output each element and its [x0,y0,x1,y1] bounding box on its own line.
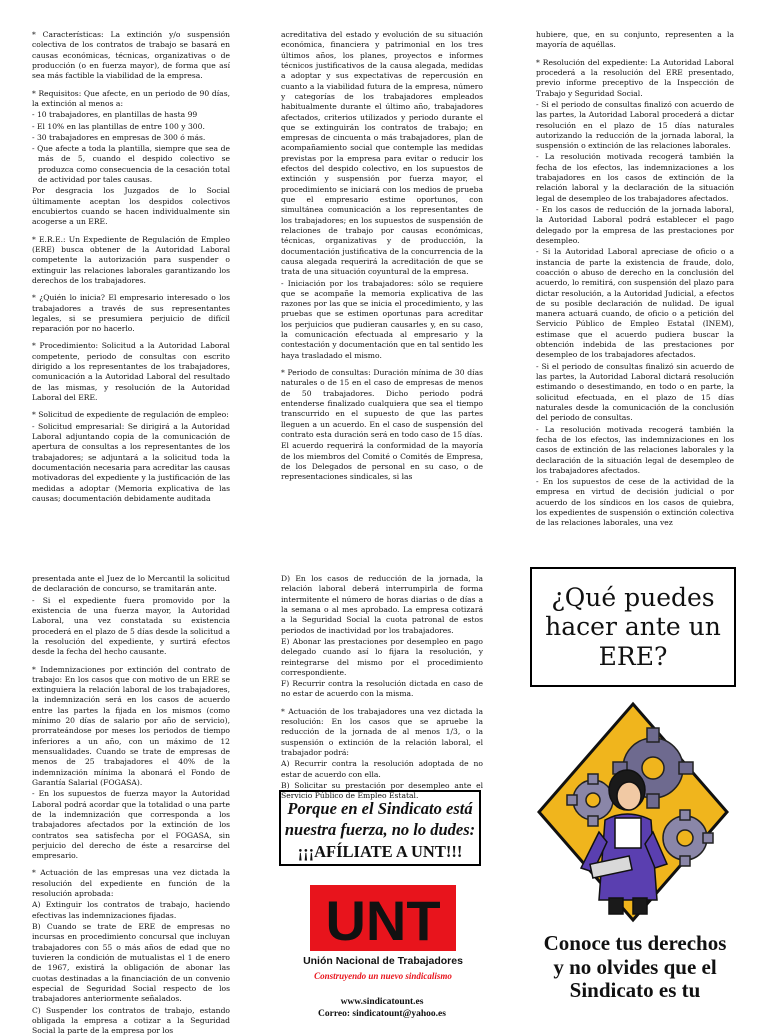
paragraph: B) Cuando se trate de ERE de empresas no incursas en procedimiento concursal que incluyan trabajadores con 55 o más años de edad que no tuvieren la condición de mutualistas el 1 de enero de 1967, existirá la obligación de abonar las cuotas destinadas a la financiación de un convenio especial de Seguridad Social respecto de los trabajadores anteriormente señalados. [32,922,230,1005]
paragraph: * Actuación de los trabajadores una vez dictada la resolución: En los casos que se apruebe la reducción de la jornada de al menos 1/3, o la suspensión o extinción de la relación laboral, el trabajador podrá: [281,707,483,759]
paragraph: Por desgracia los Juzgados de lo Social últimamente aceptan los despidos colectivos encubiertos cuando se hacen individualmente sin acogerse a un ERE. [32,186,230,227]
paragraph: * ¿Quién lo inicia? El empresario interesado o los trabajadores a través de sus representantes legales, si se presumiera perjuicio de difícil reparación por no hacerlo. [32,293,230,334]
paragraph: - En los casos de reducción de la jornada laboral, la Autoridad Laboral podrá establecer el pago delegado por la empresa de las prestaciones por desempleo. [536,205,734,246]
title-box [530,567,736,687]
paragraph: * Periodo de consultas: Duración mínima de 30 días naturales o de 15 en el caso de empresas de menos de 50 trabajadores. Dicho periodo podrá entenderse finalizado cualquiera que sea el tiempo transcurrido en el supuesto de que las partes lleguen a un acuerdo. En el caso de suspensión del contrato esta duración será en todo caso de 15 días. [281,368,483,440]
column-5 [281,574,483,784]
paragraph: - El 10% en las plantillas de entre 100 y 300. [32,122,230,132]
paragraph: presentada ante el Juez de lo Mercantil la solicitud de declaración de concurso, se tramitarán ante. [32,574,230,595]
paragraph: * Solicitud de expediente de regulación de empleo: [32,410,230,420]
worker-gears-illustration [535,700,731,926]
website-link[interactable]: www.sindicatount.es [281,997,483,1009]
paragraph: - En los supuestos de fuerza mayor la Autoridad Laboral podrá acordar que la totalidad o una parte de la indemnización que corresponda a los trabajadores afectados por la extinción de los contratos sea satisfecha por el FOGASA, sin perjuicio del derecho de éste a resarcirse del empresario. [32,789,230,861]
paragraph: - La resolución motivada recogerá también la fecha de los efectos, las indemnizaciones en los casos de extinción de las relaciones laborales y la declaración de la situación legal de desempleo de los trabajadores afectados. [536,425,734,477]
paragraph: - 30 trabajadores en empresas de 300 ó más. [32,133,230,143]
title-text: ¿Qué puedes hacer ante un ERE? [532,583,734,671]
paragraph: * Características: La extinción y/o suspensión colectiva de los contratos de trabajo se basará en causas económicas, técnicas, organizativas o de producción (o en fuerza mayor), de forma que así sea más factible la viabilidad de la empresa. [32,30,230,82]
paragraph: E) Abonar las prestaciones por desempleo en pago delegado cuando así lo fijara la resolución, y reintegrarse del mismo por el procedimiento correspondiente. [281,637,483,678]
paragraph: F) Recurrir contra la resolución dictada en caso de no estar de acuerdo con la misma. [281,679,483,700]
paragraph: - Solicitud empresarial: Se dirigirá a la Autoridad Laboral adjuntando copia de la comunicación de apertura de consultas a los representantes de los trabajadores; se adjuntará a la solicitud toda la documentación necesaria para acreditar las causas motivadoras del expediente y la justificación de las medidas a adoptar (Memoria explicativa de las causas; documentación debidamente auditada [32,422,230,505]
join-box [279,790,481,866]
paragraph: - Que afecte a toda la plantilla, siempre que sea de más de 5, cuando el despido colectivo se produzca como consecuencia de la cesación total de actividad por tales causas. [32,144,230,185]
paragraph: - La resolución motivada recogerá también la fecha de los efectos, las indemnizaciones a los trabajadores en los casos de extinción de la relación laboral y la declaración de la situación legal de desempleo de los trabajadores afectados. [536,152,734,204]
logo-name: Unión Nacional de Trabajadores [303,955,463,967]
paragraph: - 10 trabajadores, en plantillas de hasta 99 [32,110,230,120]
paragraph: A) Recurrir contra la resolución adoptada de no estar de acuerdo con ella. [281,759,483,780]
closing-message: Conoce tus derechos y no olvides que el Sindicato es tu [540,932,730,1024]
paragraph: B) Solicitar su prestación por desempleo ante el Servicio Público de Empleo Estatal. [281,781,483,802]
paragraph: * Resolución del expediente: La Autoridad Laboral procederá a la resolución del ERE presentado, previo informe preceptivo de la Inspección de Trabajo y Seguridad Social. [536,58,734,99]
paragraph: - Si la Autoridad Laboral apreciase de oficio o a instancia de parte la existencia de fraude, dolo, coacción o abuso de derecho en la conclusión del acuerdo, lo remitirá, con suspensión del plazo para dictar resolución, a la Autoridad Judicial, a efectos de su posible declaración de nulidad. De igual manera actuará cuando, de oficio o a petición del Servicio Público de Empleo Estatal (INEM), estimase que el acuerdo pudiera buscar la obtención indebida de las prestaciones por desempleo de los trabajadores afectados. [536,247,734,360]
paragraph: D) En los casos de reducción de la jornada, la relación laboral deberá interrumpirla de forma intermitente el número de horas diarias o de días a la semana o al mes aprobado. La empresa cotizará a la Seguridad Social la cuota patronal de estos periodos de inactividad por los trabajadores. [281,574,483,636]
paragraph: El acuerdo requerirá la conformidad de la mayoría de los miembros del Comité o Comités de Empresa, de los Delegados de personal en su caso, o de representaciones sindicales, si las [281,441,483,482]
paragraph: * Actuación de las empresas una vez dictada la resolución del expediente en función de la resolución aprobada: [32,868,230,899]
paragraph: * Indemnizaciones por extinción del contrato de trabajo: En los casos que con motivo de un ERE se extinguiera la relación laboral de los trabajadores, la indemnización será en los casos de acuerdo entre las partes la fijada en los mismos (como mínimo 20 días de salario por año de servicio), prorrateándose por meses los periodos de tiempo inferiores a un año, con un máximo de 12 mensualidades. Cuando se trate de empresas de menos de 25 trabajadores el 40% de la indemnización mínima la abonará el Fondo de Garantía Salarial (FOGASA). [32,665,230,789]
paragraph: A) Extinguir los contratos de trabajo, haciendo efectivas las indemnizaciones fijadas. [32,900,230,921]
join-line-1: Porque en el Sindicato está [281,798,479,819]
paragraph: - Si el expediente fuera promovido por la existencia de una fuerza mayor, la Autoridad Laboral, una vez constatada su existencia procederá en el plazo de 5 días desde la solicitud a la resolución del expediente, y surtirá efectos desde la fecha del hecho causante. [32,596,230,658]
unt-logo [305,882,461,990]
column-4 [32,574,230,1024]
paragraph: * Requisitos: Que afecte, en un periodo de 90 días, la extinción al menos a: [32,89,230,110]
paragraph: * E.R.E.: Un Expediente de Regulación de Empleo (ERE) busca obtener de la Autoridad Laboral competente la autorización para suspender o extinguir las relaciones laborales garantizando los derechos de los trabajadores. [32,235,230,287]
logo-slogan: Construyendo un nuevo sindicalismo [314,971,452,981]
join-line-2: nuestra fuerza, no lo dudes: [281,819,479,840]
column-2 [281,30,483,500]
column-3 [536,30,734,512]
paragraph: - En los supuestos de cese de la actividad de la empresa en virtud de decisión judicial o por acuerdo de los síndicos en los casos de quiebra, los expedientes de suspensión o extinción colectiva de las relaciones laborales, una vez [536,477,734,529]
paragraph: * Procedimiento: Solicitud a la Autoridad Laboral competente, periodo de consultas con escrito dirigido a los representantes de los trabajadores, comunicación a la Autoridad Laboral del resultado de las mismas, y resolución de la Autoridad Laboral del ERE. [32,341,230,403]
paragraph: - Si el periodo de consultas finalizó con acuerdo de las partes, la Autoridad Laboral procederá a dictar resolución en el plazo de 15 días naturales autorizando la reducción de la jornada laboral, la suspensión o extinción de las relaciones laborales. [536,100,734,152]
paragraph: hubiere, que, en su conjunto, representen a la mayoría de aquéllas. [536,30,734,51]
paragraph: - Si el periodo de consultas finalizó sin acuerdo de las partes, la Autoridad Laboral dictará resolución estimando o desestimando, en todo o en parte, la solicitud efectuada, en el plazo de 15 días naturales desde la comunicación de la conclusión del periodo de consultas. [536,362,734,424]
paragraph: C) Suspender los contratos de trabajo, estando obligada la empresa a cotizar a la Seguridad Social la parte de la empresa por los [32,1006,230,1036]
column-1 [32,30,230,512]
email-link[interactable]: Correo: sindicatount@yahoo.es [281,1009,483,1021]
join-line-3: ¡¡¡AFÍLIATE A UNT!!! [281,841,479,862]
logo-mark: UNT [325,889,440,952]
contact-block [281,997,483,1021]
paragraph: - Iniciación por los trabajadores: sólo se requiere que se acompañe la memoria explicativa de las razones por las que se inicia el procedimiento, y las pruebas que se estimen oportunas para acreditar los perjuicios que pudieran causarles y, en su caso, la comunicación efectuada al empresario y la contestación y documentación que en tal sentido les haya trasladado el mismo. [281,279,483,362]
paragraph: acreditativa del estado y evolución de su situación económica, financiera y patrimonial en los tres últimos años, los planes, proyectos e informes técnicos justificativos de la causa alegada, medidas a adoptar y sus expectativas de repercusión en cuanto a la viabilidad futura de la empresa, número y categorías de los trabajadores empleados habitualmente durante el último año, trabajadores afectados, criterios utilizados y periodo durante el que se extinguirán los contratos de trabajo; en empresas de cincuenta o más trabajadores, plan de acompañamiento social que contemple las medidas previstas por la empresa para evitar o reducir los efectos del despido colectivo, en los supuestos de extinción y suspensión por fuerza mayor, el procedimiento se iniciará con los medios de prueba que el empresario estime oportunos, con simultánea comunicación a los representantes de los trabajadores; en los supuestos de suspensión de relaciones de trabajo por causas económicas, técnicas, organizativas y de producción, la documentación justificativa de la concurrencia de la causa alegada requerirá la acreditación de que se trata de una situación coyuntural de la empresa. [281,30,483,278]
